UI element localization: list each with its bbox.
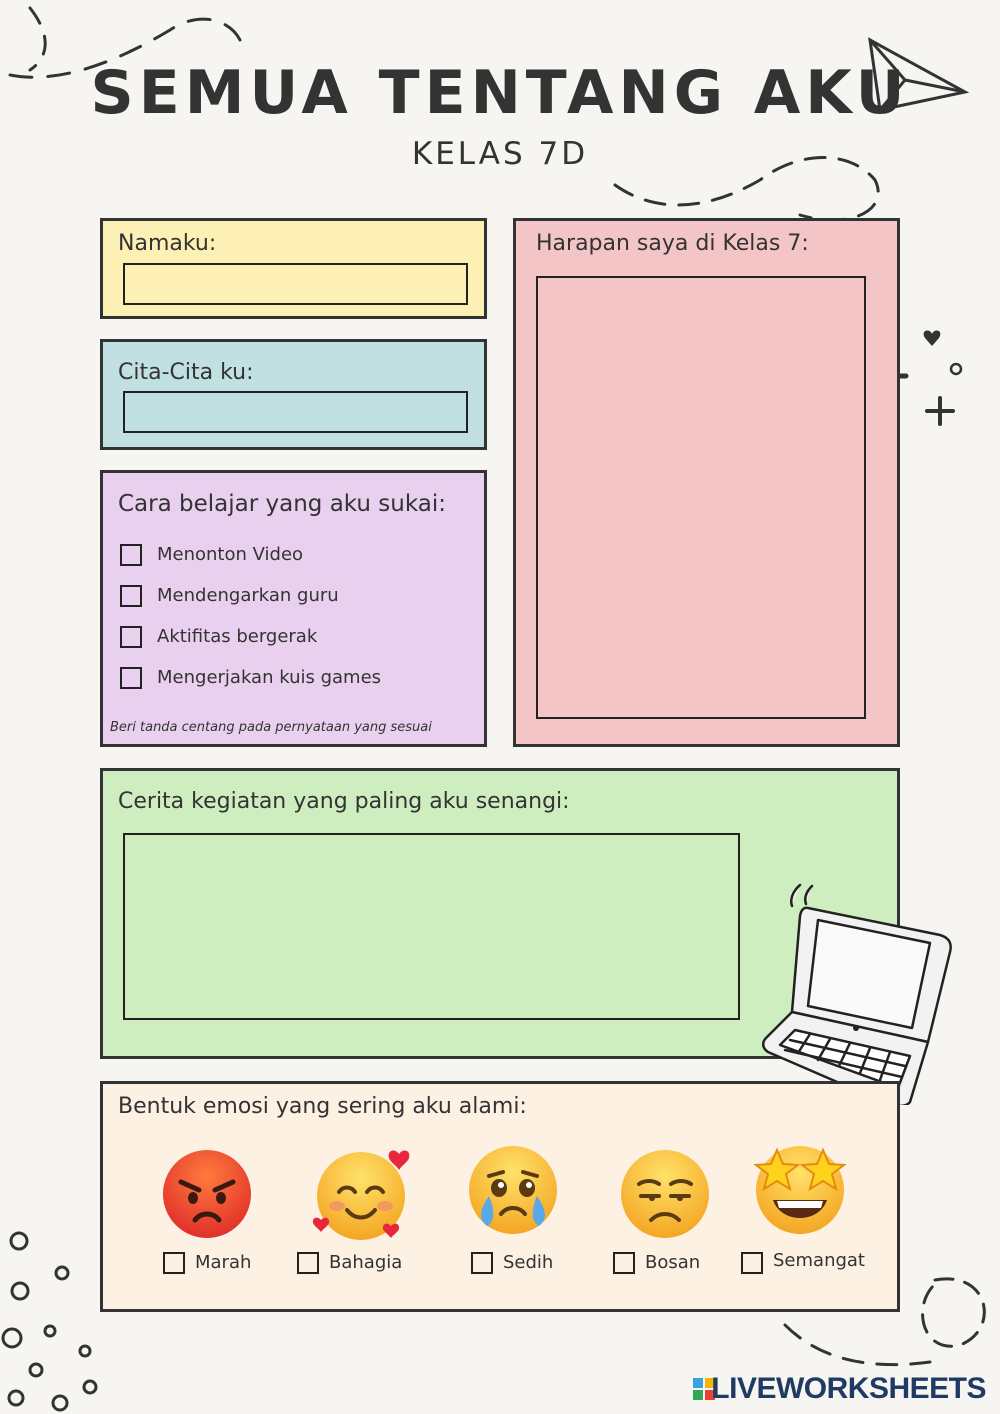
belajar-label: Cara belajar yang aku sukai: bbox=[118, 491, 446, 517]
checkbox-aktifitas-bergerak[interactable] bbox=[120, 626, 142, 648]
cerita-input[interactable] bbox=[123, 833, 740, 1020]
cita-input[interactable] bbox=[123, 391, 468, 433]
emosi-label: Bentuk emosi yang sering aku alami: bbox=[118, 1094, 527, 1119]
crying-face-icon bbox=[465, 1142, 561, 1238]
label-bosan: Bosan bbox=[645, 1252, 701, 1273]
checkbox-mendengarkan-guru[interactable] bbox=[120, 585, 142, 607]
checkbox-bahagia[interactable] bbox=[297, 1252, 319, 1274]
star-struck-face-icon bbox=[745, 1138, 855, 1238]
angry-face-icon bbox=[159, 1146, 255, 1242]
belajar-note: Beri tanda centang pada pernyataan yang sesuai bbox=[110, 720, 432, 735]
page-title: SEMUA TENTANG AKU bbox=[90, 58, 910, 128]
checkbox-sedih[interactable] bbox=[471, 1252, 493, 1274]
harapan-input[interactable] bbox=[536, 276, 866, 719]
liveworksheets-logo: LIVEWORKSHEETS bbox=[711, 1372, 986, 1405]
checkbox-semangat[interactable] bbox=[741, 1252, 763, 1274]
label-bahagia: Bahagia bbox=[329, 1252, 403, 1273]
nama-label: Namaku: bbox=[118, 231, 217, 256]
harapan-label: Harapan saya di Kelas 7: bbox=[536, 231, 809, 256]
unamused-face-icon bbox=[617, 1146, 713, 1242]
nama-box bbox=[100, 218, 487, 319]
label-semangat: Semangat bbox=[773, 1250, 865, 1271]
option-mendengarkan-guru: Mendengarkan guru bbox=[157, 585, 339, 606]
option-menonton-video: Menonton Video bbox=[157, 544, 304, 565]
cerita-label: Cerita kegiatan yang paling aku senangi: bbox=[118, 789, 570, 814]
cita-box bbox=[100, 339, 487, 450]
cita-label: Cita-Cita ku: bbox=[118, 360, 254, 385]
emosi-box bbox=[100, 1081, 900, 1312]
laptop-icon bbox=[760, 880, 960, 1105]
checkbox-marah[interactable] bbox=[163, 1252, 185, 1274]
belajar-box bbox=[100, 470, 487, 747]
label-sedih: Sedih bbox=[503, 1252, 554, 1273]
nama-input[interactable] bbox=[123, 263, 468, 305]
label-marah: Marah bbox=[195, 1252, 252, 1273]
checkbox-menonton-video[interactable] bbox=[120, 544, 142, 566]
page-subtitle: KELAS 7D bbox=[411, 136, 589, 172]
smiling-face-hearts-icon bbox=[309, 1144, 413, 1244]
option-aktifitas-bergerak: Aktifitas bergerak bbox=[157, 626, 318, 647]
checkbox-mengerjakan-kuis[interactable] bbox=[120, 667, 142, 689]
harapan-box bbox=[513, 218, 900, 747]
checkbox-bosan[interactable] bbox=[613, 1252, 635, 1274]
option-mengerjakan-kuis: Mengerjakan kuis games bbox=[157, 667, 382, 688]
